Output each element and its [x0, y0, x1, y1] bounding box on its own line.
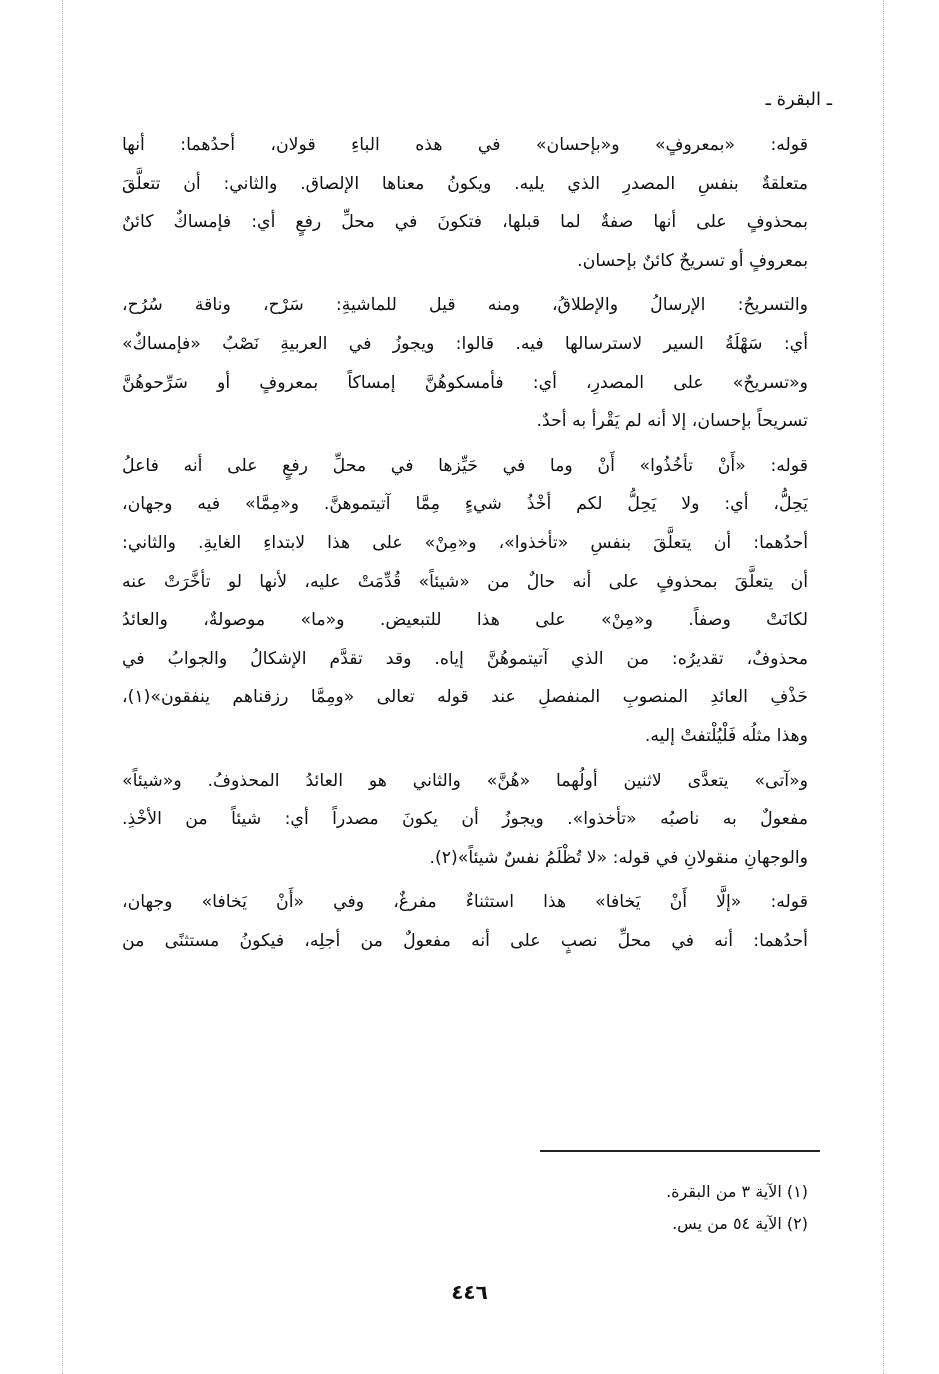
- text-line: مفعولٌ به ناصبُه «تأخذوا». ويجوزُ أن يكونَ مصدراً أي: شيئاً من الأخْذِ.: [122, 809, 808, 830]
- text-line: محذوفٌ، تقديرُه: من الذي آتيتموهُنَّ إياه. وقد تقدَّم الإشكالُ والجوابُ في: [122, 648, 808, 669]
- paragraph: [122, 883, 808, 960]
- scan-margin-line-right: [883, 0, 884, 1374]
- text-line: قوله: «بمعروفٍ» و«بإحسان» في هذه الباءِ قولان، أحدُهما: أنها: [122, 135, 808, 155]
- running-head: ـ البقرة ـ: [765, 89, 832, 110]
- text-line: أحدُهما: أنه في محلِّ نصبٍ على أنه مفعولٌ من أجلِه، فيكونُ مستثنًى من: [122, 930, 808, 951]
- text-line: بمعروفٍ أو تسريحٌ كائنٌ بإحسان.: [577, 250, 808, 271]
- text-line: والوجهانِ منقولانِ في قوله: «لا تُظْلَمُ نفسٌ شيئاً»(٢).: [429, 847, 808, 868]
- footnote: (٢) الآية ٥٤ من يس.: [672, 1214, 808, 1233]
- text-line: و«تسريحٌ» على المصدرِ، أي: فأمسكوهُنَّ إمساكاً بمعروفٍ أو سَرِّحوهُنَّ: [122, 372, 808, 393]
- text-line: أي: سَهْلَةُ السير لاسترسالها فيه. قالوا: ويجوزُ في العربيةِ نَصْبُ «فإمساكٌ»: [122, 333, 808, 354]
- text-line: أن يتعلَّقَ بمحذوفٍ على أنه حالٌ من «شيئاً» قُدِّمَتْ عليه، لأنها لو تأخَّرَتْ عنه: [122, 571, 808, 592]
- footnote: (١) الآية ٣ من البقرة.: [666, 1182, 808, 1201]
- main-text: [122, 126, 808, 966]
- scan-margin-line-left: [62, 0, 63, 1374]
- text-line: حَذْفِ العائدِ المنصوبِ المنفصلِ عند قوله تعالى «ومِمَّا رزقناهم ينفقون»(١)،: [122, 687, 808, 708]
- paragraph: [122, 286, 808, 440]
- text-line: قوله: «أَنْ تأخُذُوا» أَنْ وما في حَيِّزها في محلِّ رفعٍ على أنه فاعلُ: [122, 455, 808, 476]
- text-line: وهذا مثلُه فَلْيُلْتفتْ إليه.: [644, 725, 808, 746]
- page-number: ٤٤٦: [451, 1280, 488, 1304]
- text-line: متعلقةٌ بنفسِ المصدرِ الذي يليه. ويكونُ معناها الإلصاق. والثاني: أن تتعلَّقَ: [122, 173, 808, 194]
- paragraph: [122, 762, 808, 878]
- text-line: والتسريحُ: الإرسالُ والإطلاقُ، ومنه قيل للماشيةِ: سَرْح، وناقة سُرُح،: [122, 295, 808, 316]
- paragraph: [122, 126, 808, 280]
- text-line: بمحذوفٍ على أنها صفةٌ لما قبلها، فتكونَ في محلِّ رفعٍ أي: فإمساكٌ كائنٌ: [122, 212, 808, 233]
- text-line: لكانَتْ وصفاً. و«مِنْ» على هذا للتبعيض. و«ما» موصولةٌ، والعائدُ: [122, 610, 808, 631]
- text-line: تسريحاً بإحسان، إلا أنه لم يَقْرأ به أحدٌ.: [536, 411, 808, 432]
- text-line: يَحِلُّ، أي: ولا يَحِلُّ لكم أخْذُ شيءٍ مِمَّا آتيتموهنَّ. و«مِمَّا» فيه وجهان،: [122, 494, 808, 515]
- footnote-separator: [540, 1150, 820, 1152]
- text-line: أحدُهما: أن يتعلَّقَ بنفسِ «تأخذوا»، و«مِنْ» على هذا لابتداءِ الغايةِ. والثاني:: [122, 532, 808, 553]
- text-line: و«آتى» يتعدَّى لاثنين أولُهما «هُنَّ» والثاني هو العائدُ المحذوفُ. و«شيئاً»: [122, 770, 808, 791]
- text-line: قوله: «إلَّا أَنْ يَخافا» هذا استثناءٌ مفرغٌ، وفي «أَنْ يَخافا» وجهان،: [122, 892, 808, 913]
- footnotes: [666, 1176, 808, 1240]
- paragraph: [122, 447, 808, 756]
